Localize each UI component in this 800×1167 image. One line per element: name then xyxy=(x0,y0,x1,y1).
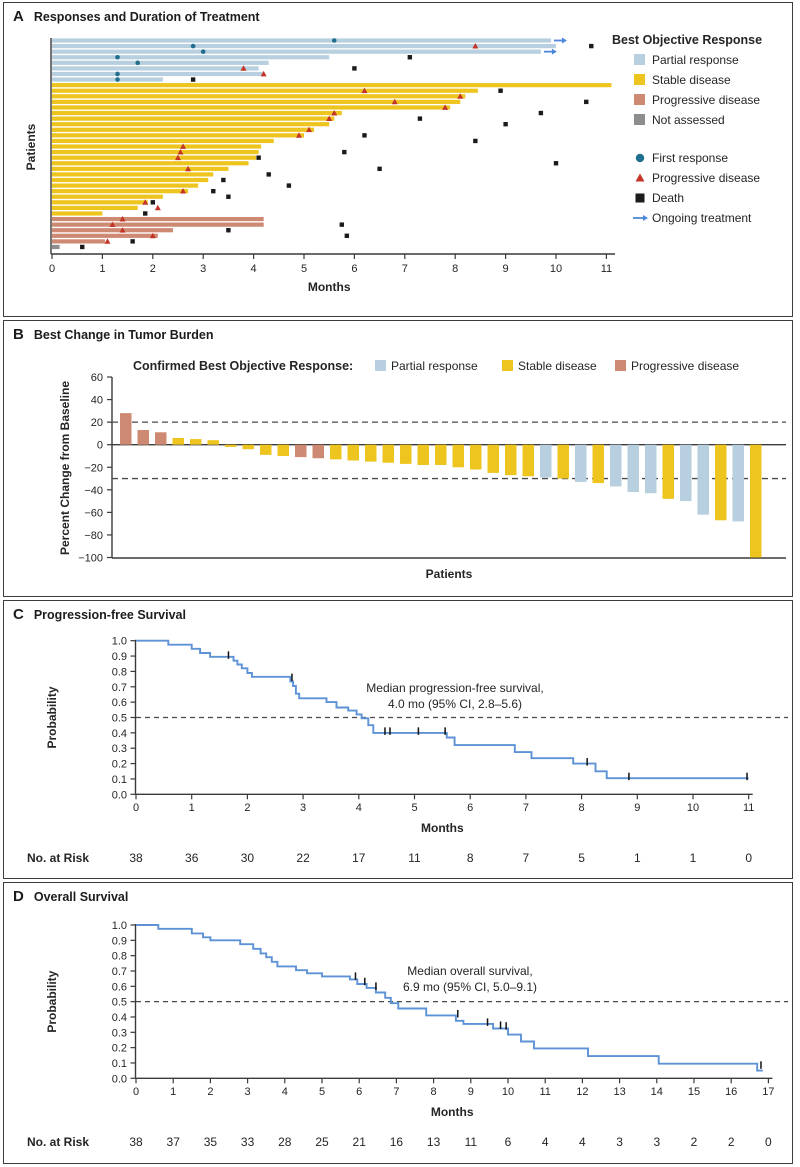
swimmer-bar xyxy=(52,89,478,93)
panel-d-title: Overall Survival xyxy=(33,890,129,904)
progressive-disease-marker xyxy=(155,205,161,211)
y-axis-title: Probability xyxy=(45,686,59,749)
death-marker xyxy=(345,234,349,238)
swimmer-bar xyxy=(52,156,256,160)
death-marker xyxy=(80,245,84,249)
legend-swatch xyxy=(615,360,626,371)
x-tick-label: 12 xyxy=(576,1086,589,1098)
swimmer-bar xyxy=(52,38,551,42)
legend-marker-label: Ongoing treatment xyxy=(652,211,752,225)
pfs-km-plot xyxy=(3,600,793,879)
swimmer-bar xyxy=(52,72,264,76)
waterfall-bar xyxy=(575,445,587,482)
waterfall-bar xyxy=(208,440,220,445)
risk-value: 1 xyxy=(633,851,641,865)
swimmer-bar xyxy=(52,189,188,193)
y-tick-label: 20 xyxy=(90,417,103,430)
death-marker xyxy=(539,111,543,115)
median-annotation-line2: 4.0 mo (95% CI, 2.8–5.6) xyxy=(387,697,523,711)
waterfall-bar xyxy=(173,438,185,445)
death-marker xyxy=(267,172,271,176)
y-tick-label: 0.0 xyxy=(111,789,127,802)
waterfall-bar xyxy=(663,445,675,499)
panel-a-letter: A xyxy=(13,8,24,25)
panel-b-letter: B xyxy=(13,326,24,343)
x-tick-label: 9 xyxy=(634,802,641,814)
first-response-marker xyxy=(201,49,206,54)
median-annotation-line1: Median overall survival, xyxy=(407,964,533,978)
legend-item-label: Partial response xyxy=(652,53,739,67)
swimmer-bar xyxy=(52,111,342,115)
x-tick-label: 0 xyxy=(132,1086,140,1098)
panel-c-header xyxy=(13,606,186,623)
ongoing-arrow-head xyxy=(562,38,567,44)
x-axis-title: Months xyxy=(307,280,351,294)
death-marker xyxy=(130,239,134,243)
swimmer-bar xyxy=(52,55,329,59)
y-tick-label: 0.2 xyxy=(111,758,127,771)
y-tick-label: 0 xyxy=(96,439,103,452)
swimmer-bar xyxy=(52,150,259,154)
y-axis-title: Probability xyxy=(45,970,59,1033)
risk-value: 7 xyxy=(522,851,530,865)
legend-item-label: Stable disease xyxy=(518,359,597,373)
swimmer-bar xyxy=(52,167,228,171)
risk-value: 37 xyxy=(166,1135,180,1149)
y-tick-label: 0.5 xyxy=(111,996,127,1009)
risk-value: 1 xyxy=(689,851,697,865)
x-tick-label: 16 xyxy=(725,1086,738,1098)
waterfall-bar xyxy=(418,445,430,465)
legend-item-label: Progressive disease xyxy=(631,359,740,373)
waterfall-bar xyxy=(278,445,290,456)
x-tick-label: 0 xyxy=(132,802,140,814)
swimmer-bar xyxy=(52,122,329,126)
waterfall-bar xyxy=(243,445,255,450)
swimmer-bar xyxy=(52,234,158,238)
swimmer-bar xyxy=(52,172,213,176)
x-tick-label: 3 xyxy=(200,263,207,275)
waterfall-bar xyxy=(348,445,360,461)
x-tick-label: 4 xyxy=(281,1086,288,1098)
first-response-marker xyxy=(115,72,120,77)
risk-value: 3 xyxy=(653,1135,661,1149)
progressive-disease-marker xyxy=(104,238,110,244)
x-tick-label: 15 xyxy=(687,1086,701,1098)
x-tick-label: 13 xyxy=(613,1086,626,1098)
death-marker xyxy=(418,116,422,120)
waterfall-bar xyxy=(715,445,727,521)
x-tick-label: 6 xyxy=(351,263,358,275)
swimmer-bar xyxy=(52,100,460,104)
death-legend-icon xyxy=(636,194,645,203)
death-marker xyxy=(473,139,477,143)
x-tick-label: 10 xyxy=(501,1086,515,1098)
panel-b-title: Best Change in Tumor Burden xyxy=(33,328,214,342)
waterfall-bar xyxy=(260,445,272,455)
y-tick-label: 40 xyxy=(90,394,103,407)
swimmer-bar xyxy=(52,77,163,81)
risk-value: 38 xyxy=(129,1135,143,1149)
legend-swatch xyxy=(634,54,645,65)
first-response-legend-icon xyxy=(636,154,644,162)
first-response-marker xyxy=(115,77,120,82)
death-marker xyxy=(352,66,356,70)
x-axis-title: Months xyxy=(421,821,464,835)
x-axis-title: Patients xyxy=(425,567,473,581)
y-tick-label: 0.7 xyxy=(111,681,127,694)
legend-marker-label: First response xyxy=(652,151,729,165)
waterfall-bar xyxy=(610,445,622,487)
death-marker xyxy=(362,133,366,137)
death-marker xyxy=(151,200,155,204)
panel-a-header xyxy=(13,8,260,25)
x-tick-label: 11 xyxy=(600,263,613,275)
risk-value: 2 xyxy=(727,1135,735,1149)
death-marker xyxy=(377,167,381,171)
swimmer-bar xyxy=(52,206,138,210)
swimmer-bar xyxy=(52,211,102,215)
swimmer-plot xyxy=(3,2,793,317)
waterfall-bar xyxy=(470,445,482,470)
y-tick-label: 0.1 xyxy=(111,773,127,786)
waterfall-plot xyxy=(3,320,793,597)
waterfall-bar xyxy=(505,445,517,475)
y-tick-label: 0.8 xyxy=(111,666,127,679)
y-tick-label: 60 xyxy=(90,372,103,385)
risk-value: 11 xyxy=(408,851,421,865)
swimmer-bar xyxy=(52,223,264,227)
waterfall-bar xyxy=(680,445,692,501)
swimmer-bar xyxy=(52,228,173,232)
y-tick-label: 0.6 xyxy=(111,981,127,994)
risk-value: 11 xyxy=(464,1135,478,1149)
swimmer-bar xyxy=(52,83,611,87)
risk-value: 16 xyxy=(389,1135,404,1149)
death-marker xyxy=(256,155,260,159)
y-tick-label: 0.2 xyxy=(111,1042,127,1055)
risk-value: 36 xyxy=(185,851,199,865)
legend-marker-label: Death xyxy=(652,191,685,205)
waterfall-bar xyxy=(190,439,202,445)
death-marker xyxy=(498,89,502,93)
x-tick-label: 11 xyxy=(742,802,755,814)
y-tick-label: −80 xyxy=(84,529,103,542)
risk-value: 17 xyxy=(352,851,366,865)
x-tick-label: 7 xyxy=(393,1086,400,1098)
x-tick-label: 1 xyxy=(170,1086,177,1098)
progressive-disease-legend-icon xyxy=(636,174,645,182)
risk-value: 35 xyxy=(203,1135,218,1149)
swimmer-bar xyxy=(52,66,259,70)
waterfall-bar xyxy=(138,430,150,445)
x-tick-label: 11 xyxy=(539,1086,551,1098)
swimmer-bar xyxy=(52,105,450,109)
waterfall-bar xyxy=(365,445,377,462)
median-annotation-line1: Median progression-free survival, xyxy=(366,681,544,695)
death-marker xyxy=(226,195,230,199)
panel-c-letter: C xyxy=(13,606,24,623)
panel-b-header xyxy=(13,326,213,343)
legend-title: Confirmed Best Objective Response: xyxy=(133,359,354,373)
waterfall-bar xyxy=(120,413,132,445)
panel-d-header xyxy=(13,888,128,905)
x-tick-label: 17 xyxy=(762,1086,775,1098)
risk-value: 4 xyxy=(541,1135,549,1149)
death-marker xyxy=(221,178,225,182)
first-response-marker xyxy=(115,55,120,60)
swimmer-bar xyxy=(52,117,334,121)
x-tick-label: 10 xyxy=(686,802,700,814)
waterfall-bar xyxy=(540,445,552,478)
waterfall-bar xyxy=(295,445,307,457)
waterfall-bar xyxy=(453,445,465,468)
death-marker xyxy=(408,55,412,59)
x-tick-label: 8 xyxy=(430,1086,437,1098)
risk-value: 13 xyxy=(426,1135,441,1149)
x-tick-label: 2 xyxy=(244,802,251,814)
swimmer-bar xyxy=(52,178,208,182)
risk-value: 4 xyxy=(579,1135,586,1149)
death-marker xyxy=(589,44,593,48)
y-tick-label: 1.0 xyxy=(111,635,127,648)
swimmer-bar xyxy=(52,245,60,249)
waterfall-bar xyxy=(523,445,535,477)
swimmer-bar xyxy=(52,50,541,54)
x-tick-label: 14 xyxy=(650,1086,663,1098)
swimmer-bar xyxy=(52,144,261,148)
swimmer-bar xyxy=(52,94,465,98)
first-response-marker xyxy=(191,44,196,49)
waterfall-bar xyxy=(313,445,325,459)
x-tick-label: 0 xyxy=(48,263,56,275)
y-tick-label: 0.8 xyxy=(111,950,127,963)
x-tick-label: 2 xyxy=(149,263,156,275)
legend-swatch xyxy=(634,94,645,105)
waterfall-bar xyxy=(155,432,167,444)
death-marker xyxy=(554,161,558,165)
x-tick-label: 4 xyxy=(355,802,362,814)
risk-value: 3 xyxy=(616,1135,623,1149)
x-tick-label: 6 xyxy=(356,1086,363,1098)
x-tick-label: 3 xyxy=(300,802,307,814)
x-tick-label: 7 xyxy=(522,802,529,814)
swimmer-bar xyxy=(52,217,264,221)
x-tick-label: 2 xyxy=(207,1086,214,1098)
y-tick-label: −40 xyxy=(84,484,103,497)
panel-d-letter: D xyxy=(13,888,24,905)
swimmer-bar xyxy=(52,183,198,187)
ongoing-arrow-head xyxy=(552,49,557,55)
swimmer-bar xyxy=(52,139,274,143)
swimmer-bar xyxy=(52,44,556,48)
death-marker xyxy=(143,211,147,215)
waterfall-bar xyxy=(645,445,657,494)
legend-title: Best Objective Response xyxy=(612,33,763,47)
waterfall-bar xyxy=(698,445,710,515)
y-tick-label: 0.4 xyxy=(111,727,127,740)
death-marker xyxy=(191,77,195,81)
panel-a-title: Responses and Duration of Treatment xyxy=(33,10,260,24)
y-axis-title: Percent Change from Baseline xyxy=(58,380,72,556)
risk-row-label: No. at Risk xyxy=(27,851,90,865)
x-tick-label: 10 xyxy=(549,263,563,275)
km-curve xyxy=(136,925,763,1071)
risk-value: 33 xyxy=(240,1135,255,1149)
death-marker xyxy=(584,100,588,104)
y-tick-label: −20 xyxy=(84,462,103,475)
x-tick-label: 6 xyxy=(467,802,474,814)
y-tick-label: 0.4 xyxy=(111,1011,127,1024)
risk-value: 30 xyxy=(240,851,255,865)
swimmer-bar xyxy=(52,161,249,165)
death-marker xyxy=(503,122,507,126)
panel-c-title: Progression-free Survival xyxy=(33,608,186,622)
waterfall-bar xyxy=(750,445,762,558)
x-tick-label: 7 xyxy=(401,263,408,275)
waterfall-bar xyxy=(400,445,412,464)
risk-value: 38 xyxy=(129,851,143,865)
death-marker xyxy=(340,222,344,226)
death-marker xyxy=(226,228,230,232)
legend-item-label: Partial response xyxy=(391,359,478,373)
y-tick-label: 0.6 xyxy=(111,697,127,710)
first-response-marker xyxy=(332,38,337,43)
risk-value: 28 xyxy=(278,1135,292,1149)
first-response-marker xyxy=(135,61,140,66)
y-tick-label: 0.9 xyxy=(111,651,127,664)
risk-value: 0 xyxy=(765,1135,772,1149)
swimmer-bar xyxy=(52,200,148,204)
risk-value: 2 xyxy=(690,1135,698,1149)
y-tick-label: 1.0 xyxy=(111,920,127,932)
y-tick-label: −100 xyxy=(78,552,103,565)
waterfall-bar xyxy=(225,445,237,447)
legend-item-label: Progressive disease xyxy=(652,93,761,107)
risk-value: 21 xyxy=(352,1135,366,1149)
waterfall-bar xyxy=(628,445,640,492)
risk-value: 5 xyxy=(578,851,585,865)
legend-item-label: Not assessed xyxy=(652,113,725,127)
swimmer-bar xyxy=(52,195,163,199)
os-km-plot xyxy=(3,882,793,1164)
y-axis-title: Patients xyxy=(24,123,38,171)
legend-item-label: Stable disease xyxy=(652,73,731,87)
swimmer-bar xyxy=(52,133,304,137)
risk-value: 25 xyxy=(315,1135,329,1149)
x-tick-label: 8 xyxy=(578,802,585,814)
swimmer-bar xyxy=(52,128,314,132)
x-tick-label: 5 xyxy=(300,263,308,275)
x-tick-label: 1 xyxy=(188,802,195,814)
legend-swatch xyxy=(502,360,513,371)
legend-swatch xyxy=(634,114,645,125)
y-tick-label: −60 xyxy=(84,507,103,520)
y-tick-label: 0.1 xyxy=(111,1057,127,1070)
x-tick-label: 1 xyxy=(99,263,106,275)
legend-swatch xyxy=(375,360,386,371)
death-marker xyxy=(211,189,215,193)
risk-value: 8 xyxy=(466,851,474,865)
risk-value: 22 xyxy=(296,851,310,865)
x-tick-label: 5 xyxy=(411,802,418,814)
y-tick-label: 0.7 xyxy=(111,965,127,978)
x-tick-label: 9 xyxy=(502,263,509,275)
waterfall-bar xyxy=(383,445,395,463)
waterfall-bar xyxy=(558,445,570,479)
risk-value: 6 xyxy=(504,1135,512,1149)
waterfall-bar xyxy=(435,445,447,465)
waterfall-bar xyxy=(488,445,500,473)
risk-value: 0 xyxy=(745,851,753,865)
waterfall-bar xyxy=(733,445,745,522)
y-tick-label: 0.3 xyxy=(111,1027,127,1040)
x-tick-label: 5 xyxy=(318,1086,326,1098)
x-tick-label: 8 xyxy=(452,263,459,275)
x-tick-label: 4 xyxy=(250,263,257,275)
legend-marker-label: Progressive disease xyxy=(652,171,761,185)
y-tick-label: 0.3 xyxy=(111,743,127,756)
y-tick-label: 0.0 xyxy=(111,1073,127,1086)
death-marker xyxy=(287,183,291,187)
waterfall-bar xyxy=(330,445,342,460)
swimmer-bar xyxy=(52,61,269,65)
ongoing-legend-icon-head xyxy=(643,215,648,221)
median-annotation-line2: 6.9 mo (95% CI, 5.0–9.1) xyxy=(402,980,538,994)
y-tick-label: 0.9 xyxy=(111,935,127,948)
swimmer-bar xyxy=(52,239,105,243)
risk-row-label: No. at Risk xyxy=(27,1135,90,1149)
y-tick-label: 0.5 xyxy=(111,712,127,725)
waterfall-bar xyxy=(593,445,605,483)
legend-swatch xyxy=(634,74,645,85)
x-axis-title: Months xyxy=(430,1105,474,1119)
death-marker xyxy=(342,150,346,154)
x-tick-label: 9 xyxy=(467,1086,474,1098)
x-tick-label: 3 xyxy=(244,1086,251,1098)
